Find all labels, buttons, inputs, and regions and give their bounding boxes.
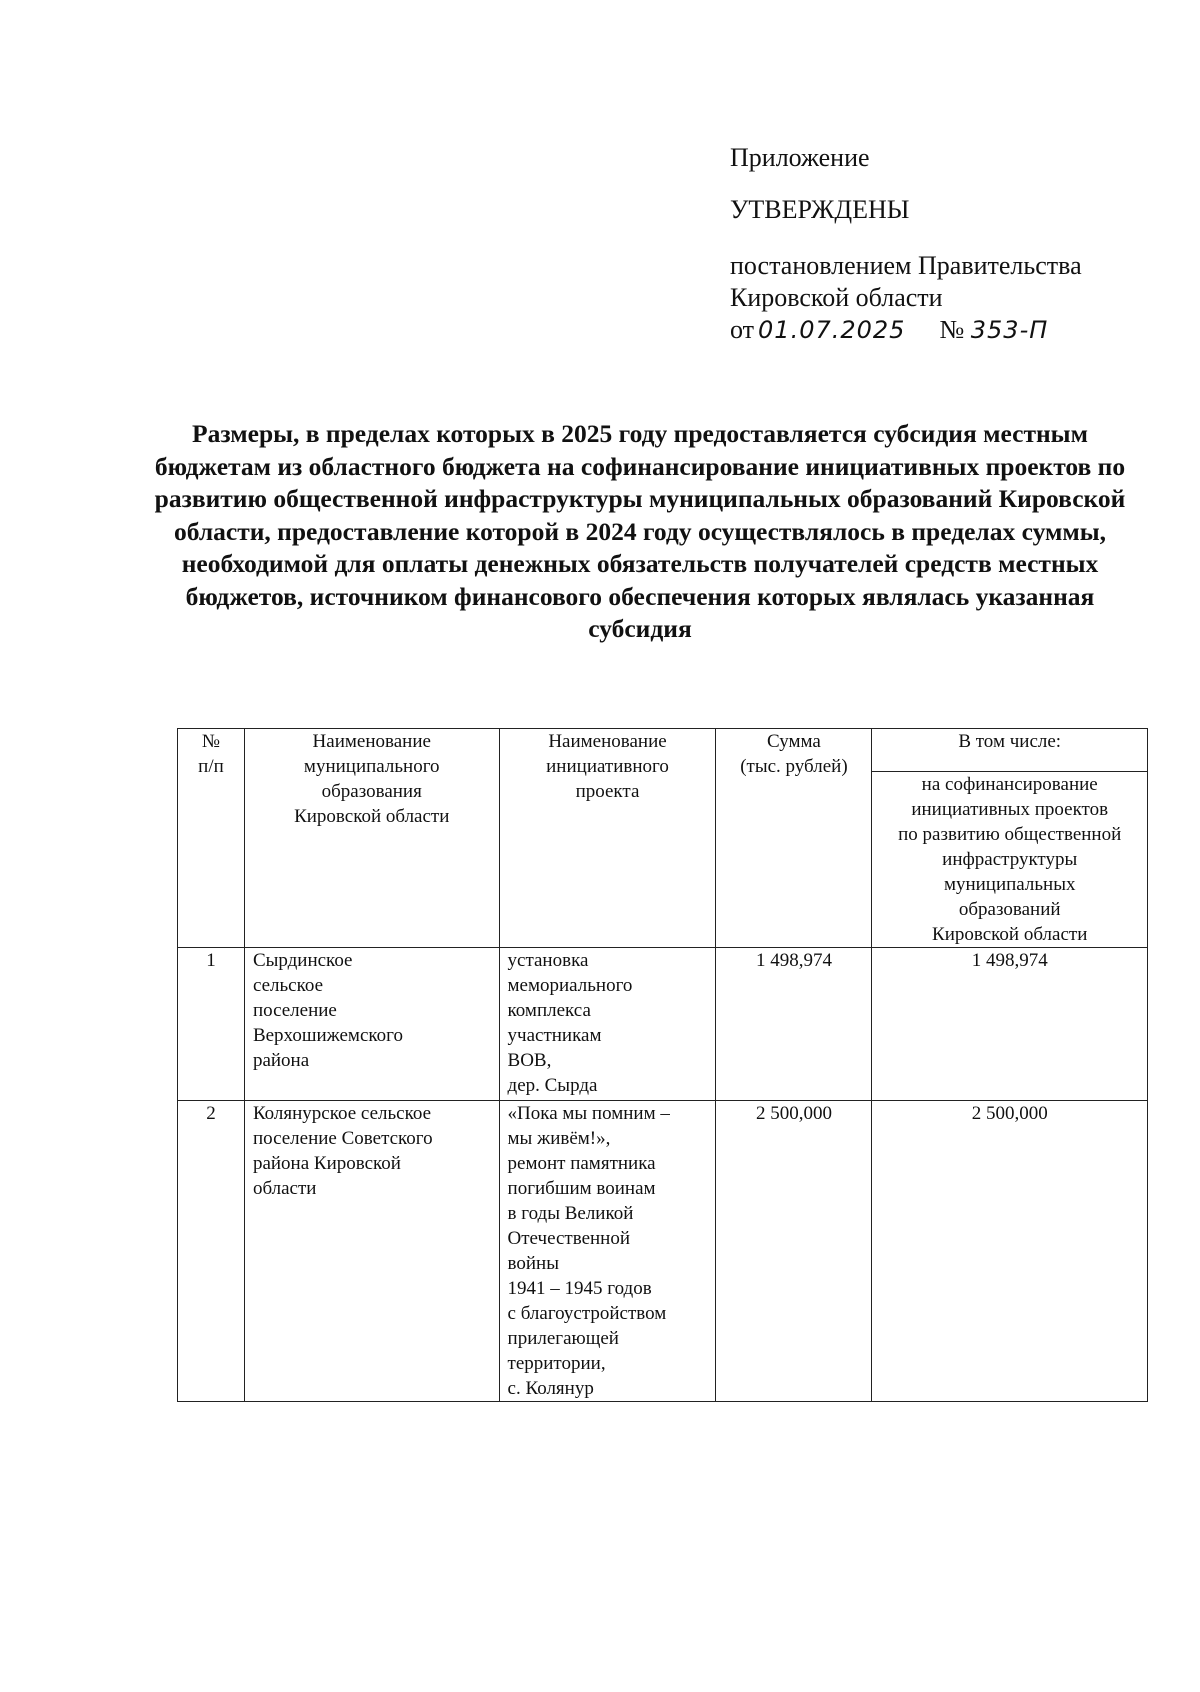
header-amount: Сумма (тыс. рублей) bbox=[716, 729, 872, 948]
subsidy-table bbox=[177, 728, 1148, 1402]
handwritten-number: 353-П bbox=[970, 316, 1049, 344]
header-project: Наименование инициативного проекта bbox=[499, 729, 716, 948]
approval-block bbox=[730, 142, 1082, 346]
approved-by-line-2: Кировской области bbox=[730, 283, 943, 312]
header-municipality: Наименование муниципального образования Кировской области bbox=[244, 729, 499, 948]
table-row bbox=[178, 948, 1148, 1101]
row-num: 1 bbox=[178, 948, 245, 1101]
number-prefix: № bbox=[939, 315, 965, 344]
row-cofinancing: 2 500,000 bbox=[872, 1101, 1148, 1402]
header-including: В том числе: bbox=[872, 729, 1148, 772]
row-num: 2 bbox=[178, 1101, 245, 1402]
table-row bbox=[178, 1101, 1148, 1402]
row-amount: 1 498,974 bbox=[716, 948, 872, 1101]
approved-by-line-1: постановлением Правительства bbox=[730, 251, 1082, 280]
row-amount: 2 500,000 bbox=[716, 1101, 872, 1402]
row-municipality: Колянурское сельское поселение Советского района Кировской области bbox=[244, 1101, 499, 1402]
row-cofinancing: 1 498,974 bbox=[872, 948, 1148, 1101]
date-prefix: от bbox=[730, 315, 755, 344]
table-header-row bbox=[178, 729, 1148, 772]
row-municipality: Сырдинское сельское поселение Верхошижемского района bbox=[244, 948, 499, 1101]
approved-label: УТВЕРЖДЕНЫ bbox=[730, 195, 910, 224]
row-project: установка мемориального комплекса участникам ВОВ, дер. Сырда bbox=[499, 948, 716, 1101]
header-num: № п/п bbox=[178, 729, 245, 948]
header-cofinancing: на софинансирование инициативных проектов по развитию общественной инфраструктуры муниципальных образований Кировской области bbox=[872, 772, 1148, 948]
appendix-label: Приложение bbox=[730, 143, 870, 172]
document-title: Размеры, в пределах которых в 2025 году предоставляется субсидия местным бюджетам из областного бюджета на софинансирование инициативных проектов по развитию общественной инфраструктуры муниципальных образований Кировской области, предоставление которой в 2024 году осуществлялось в пределах суммы, необходимой для оплаты денежных обязательств получателей средств местных бюджетов, источником финансового обеспечения которых являлась указанная субсидия bbox=[154, 419, 1126, 643]
row-project: «Пока мы помним – мы живём!», ремонт памятника погибшим воинам в годы Великой Отечественной войны 1941 – 1945 годов с благоустройством прилегающей территории, с. Колянур bbox=[499, 1101, 716, 1402]
date-number-line bbox=[730, 314, 1082, 346]
handwritten-date: 01.07.2025 bbox=[758, 316, 906, 344]
